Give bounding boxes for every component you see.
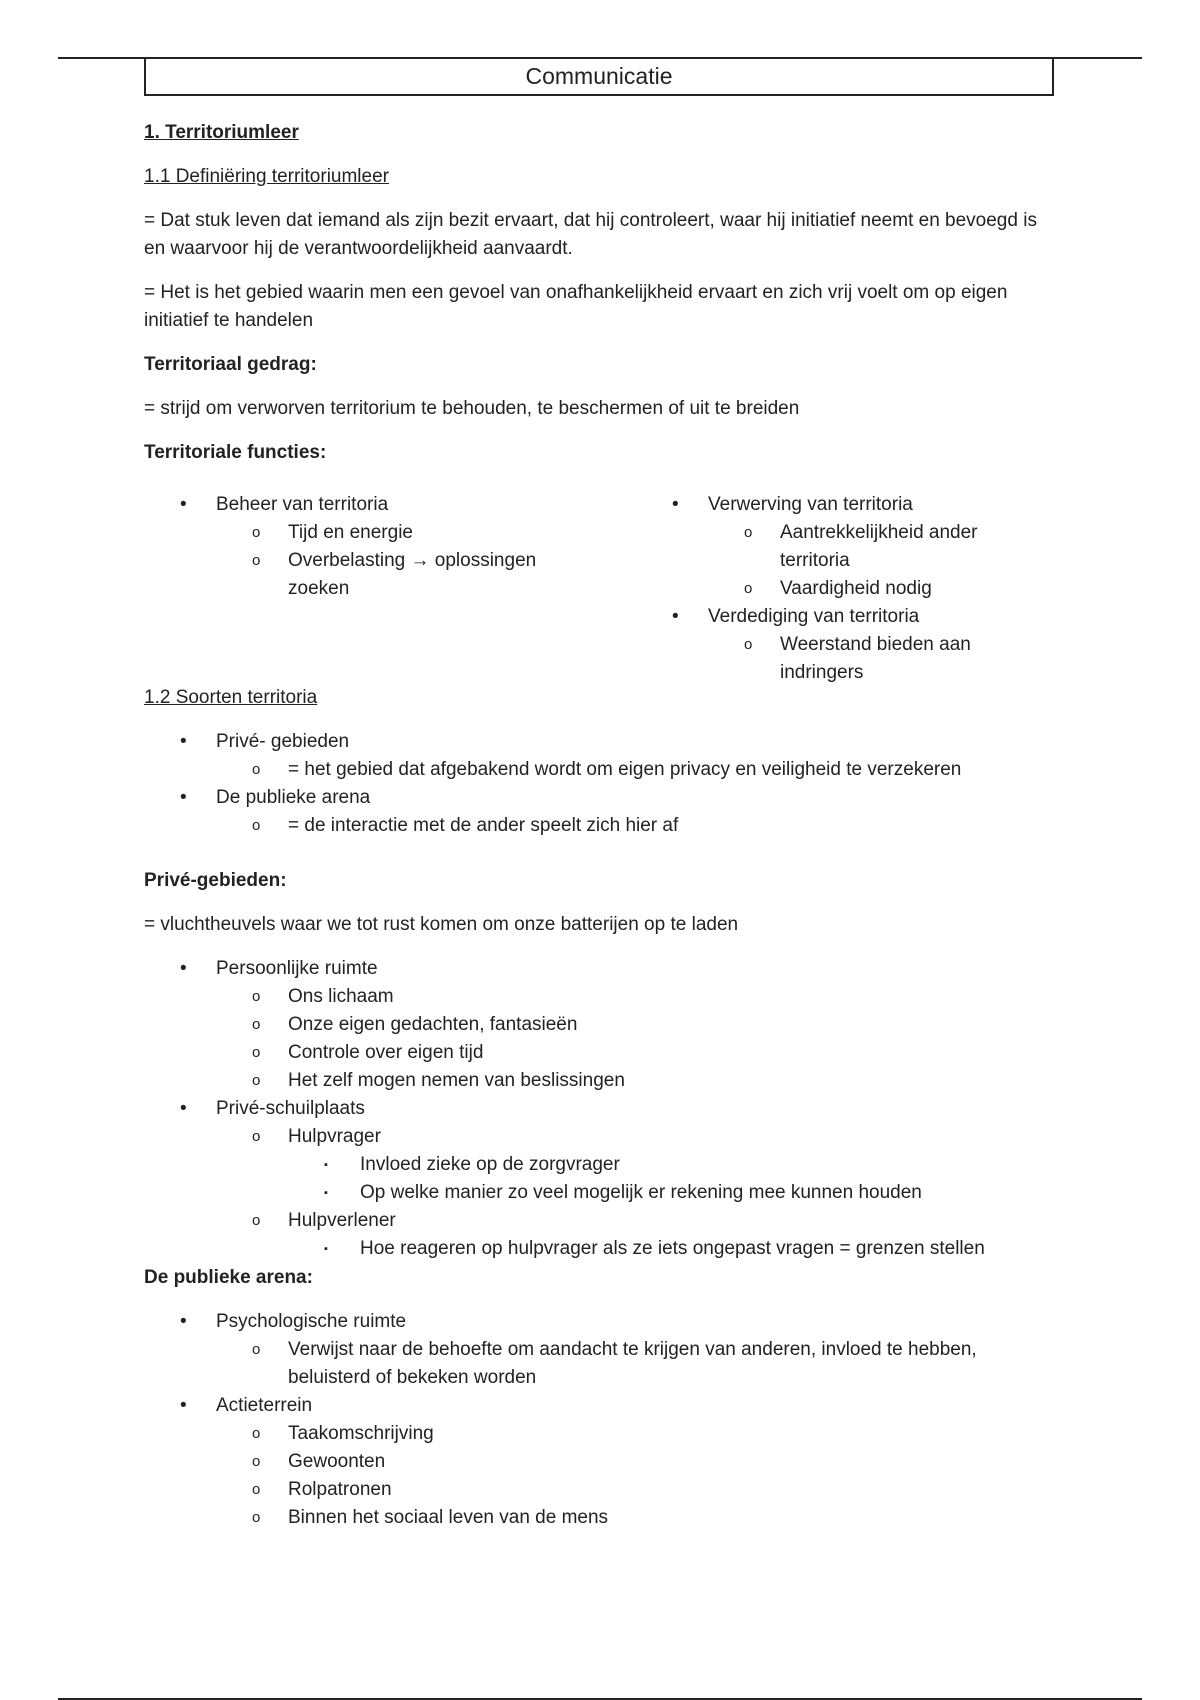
list-item: • Actieterrein: [144, 1392, 1044, 1420]
list-item: • Privé- gebieden: [144, 728, 1044, 756]
list-item: • Verdediging van territoria: [636, 603, 1086, 631]
prive-section: [144, 867, 1044, 1263]
circle-bullet-icon: o: [252, 817, 261, 834]
list-item: o Hulpvrager: [144, 1123, 1044, 1151]
list-item: ▪ Hoe reageren op hulpvrager als ze iets ongepast vragen = grenzen stellen: [144, 1235, 1044, 1263]
list-item: o Weerstand bieden aan indringers: [636, 631, 1010, 687]
list-item: • Psychologische ruimte: [144, 1308, 1044, 1336]
circle-bullet-icon: o: [252, 988, 261, 1005]
list-item: • Persoonlijke ruimte: [144, 955, 1044, 983]
list-item: o Taakomschrijving: [144, 1420, 1044, 1448]
list-item: o Controle over eigen tijd: [144, 1039, 1044, 1067]
list-item: o = het gebied dat afgebakend wordt om eigen privacy en veiligheid te verzekeren: [144, 756, 1044, 784]
functies-label: Territoriale functies:: [144, 442, 327, 463]
list-item: o Rolpatronen: [144, 1476, 1044, 1504]
circle-bullet-icon: o: [744, 524, 753, 541]
list-item: o Verwijst naar de behoefte om aandacht te krijgen van anderen, invloed te hebben, beluisterd of bekeken worden: [144, 1336, 1044, 1392]
definition-1: = Dat stuk leven dat iemand als zijn bezit ervaart, dat hij controleert, waar hij initiatief neemt en bevoegd is en waarvoor hij de verantwoordelijkheid aanvaardt.: [144, 210, 1037, 259]
circle-bullet-icon: o: [252, 761, 261, 778]
bullet-icon: •: [180, 787, 187, 808]
gedrag-text: = strijd om verworven territorium te behouden, te beschermen of uit te breiden: [144, 398, 800, 419]
bullet-icon: •: [180, 1098, 187, 1119]
list-item: o Binnen het sociaal leven van de mens: [144, 1504, 1044, 1532]
circle-bullet-icon: o: [252, 1212, 261, 1229]
circle-bullet-icon: o: [252, 1453, 261, 1470]
list-item: o Gewoonten: [144, 1448, 1044, 1476]
publiek-section: [144, 1264, 1044, 1532]
prive-label: Privé-gebieden:: [144, 870, 287, 891]
list-item: o Het zelf mogen nemen van beslissingen: [144, 1067, 1044, 1095]
gedrag-label: Territoriaal gedrag:: [144, 354, 317, 375]
bullet-icon: •: [672, 494, 679, 515]
section-1: [144, 119, 1044, 467]
circle-bullet-icon: o: [252, 1509, 261, 1526]
bullet-icon: •: [180, 731, 187, 752]
bullet-icon: •: [180, 494, 187, 515]
square-bullet-icon: ▪: [324, 1243, 328, 1255]
circle-bullet-icon: o: [252, 1044, 261, 1061]
section-1-2: [144, 684, 1044, 840]
list-item: • Privé-schuilplaats: [144, 1095, 1044, 1123]
list-item: • Beheer van territoria: [144, 491, 594, 519]
publiek-label: De publieke arena:: [144, 1267, 313, 1288]
circle-bullet-icon: o: [252, 1341, 261, 1358]
list-item: ▪ Invloed zieke op de zorgvrager: [144, 1151, 1044, 1179]
circle-bullet-icon: o: [252, 1425, 261, 1442]
list-item: o Overbelasting → oplossingen zoeken: [144, 547, 588, 603]
functies-left-column: [144, 491, 594, 603]
circle-bullet-icon: o: [252, 1481, 261, 1498]
circle-bullet-icon: o: [744, 580, 753, 597]
definition-2: = Het is het gebied waarin men een gevoel van onafhankelijkheid ervaart en zich vrij voelt om op eigen initiatief te handelen: [144, 282, 1008, 331]
bullet-icon: •: [180, 1395, 187, 1416]
bullet-icon: •: [180, 1311, 187, 1332]
prive-text: = vluchtheuvels waar we tot rust komen om onze batterijen op te laden: [144, 914, 739, 935]
bullet-icon: •: [180, 958, 187, 979]
list-item: o Hulpverlener: [144, 1207, 1044, 1235]
list-item: o Ons lichaam: [144, 983, 1044, 1011]
list-item: ▪ Op welke manier zo veel mogelijk er rekening mee kunnen houden: [144, 1179, 1044, 1207]
circle-bullet-icon: o: [252, 552, 261, 569]
list-item: • Verwerving van territoria: [636, 491, 1086, 519]
page-title: Communicatie: [144, 58, 1054, 96]
section-heading: 1. Territoriumleer: [144, 122, 299, 143]
subsection-heading: 1.2 Soorten territoria: [144, 687, 318, 708]
list-item: • De publieke arena: [144, 784, 1044, 812]
subsection-heading: 1.1 Definiëring territoriumleer: [144, 166, 389, 187]
list-item: o Vaardigheid nodig: [636, 575, 1086, 603]
circle-bullet-icon: o: [252, 1128, 261, 1145]
list-item: o Tijd en energie: [144, 519, 594, 547]
circle-bullet-icon: o: [744, 636, 753, 653]
circle-bullet-icon: o: [252, 1072, 261, 1089]
list-item: o Onze eigen gedachten, fantasieën: [144, 1011, 1044, 1039]
functies-right-column: [636, 491, 1086, 687]
bullet-icon: •: [672, 606, 679, 627]
square-bullet-icon: ▪: [324, 1187, 328, 1199]
list-item: o = de interactie met de ander speelt zich hier af: [144, 812, 1044, 840]
circle-bullet-icon: o: [252, 524, 261, 541]
circle-bullet-icon: o: [252, 1016, 261, 1033]
list-item: o Aantrekkelijkheid ander territoria: [636, 519, 1010, 575]
square-bullet-icon: ▪: [324, 1159, 328, 1171]
